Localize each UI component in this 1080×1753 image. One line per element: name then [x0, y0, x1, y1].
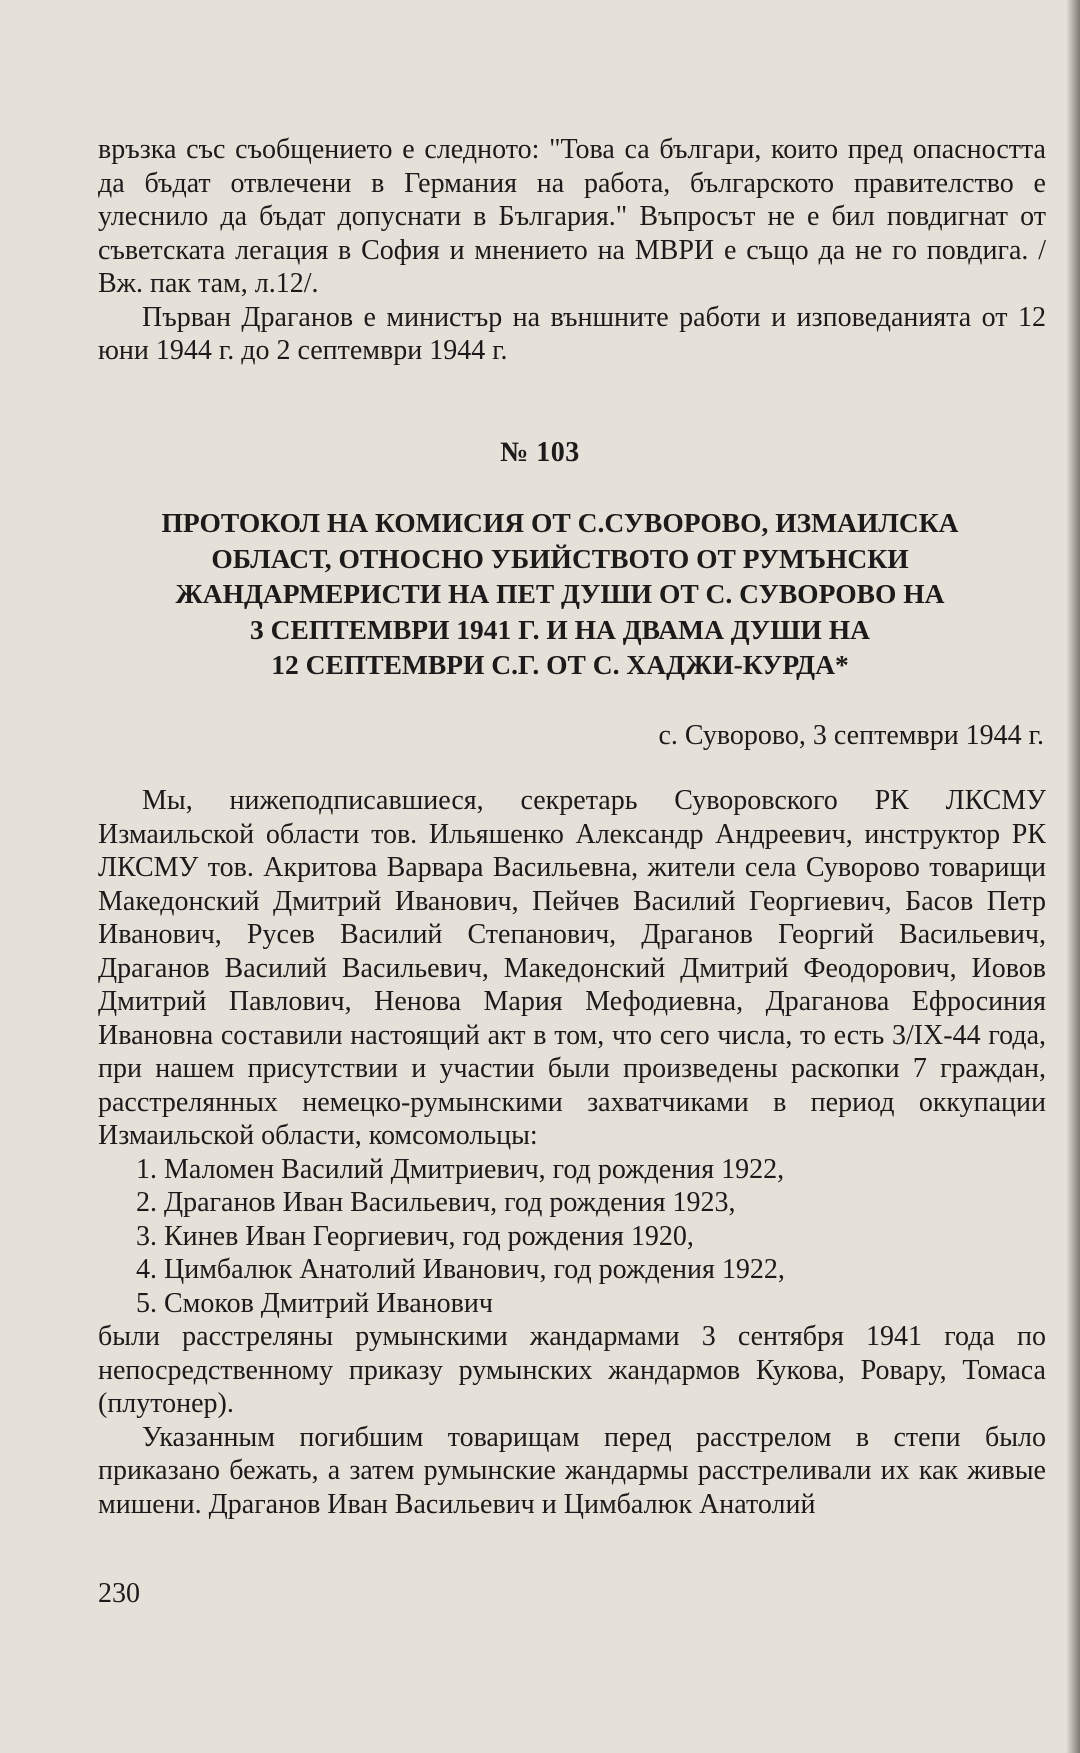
document-title: [110, 505, 1010, 683]
protocol-body: [98, 784, 1046, 1521]
body-paragraph: Мы, нижеподписавшиеся, секретарь Суворовского РК ЛКСМУ Измаильской области тов. Ильяшенко Александр Андреевич, инструктор РК ЛКСМУ тов. Акритова Варвара Васильевна, жители села Суворово товарищи Македонский Дмитрий Иванович, Пейчев Василий Георгиевич, Басов Петр Иванович, Русев Василий Степанович, Драганов Георгий Васильевич, Драганов Василий Васильевич, Македонский Дмитрий Феодорович, Иовов Дмитрий Павлович, Ненова Мария Мефодиевна, Драганова Ефросиния Ивановна составили настоящий акт в том, что сего числа, то есть 3/IX-44 года, при нашем присутствии и участии были произведены раскопки 7 граждан, расстрелянных немецко-румынскими захватчиками в период оккупации Измаильской области, комсомольцы:: [98, 785, 1046, 1151]
intro-section: [98, 133, 1046, 368]
intro-paragraph: връзка със съобщението е следното: "Това са българи, които пред опасността да бъдат отвлечени в Германия на работа, българското правителство е улеснило да бъдат допуснати в България." Въпросът не е бил повдигнат от съветската легация в София и мнението на МВРИ е също да не го повдига. /Вж. пак там, л.12/.: [98, 134, 1046, 299]
body-paragraph: Указанным погибшим товарищам перед расстрелом в степи было приказано бежать, а затем румынские жандармы расстреливали их как живые мишени. Драганов Иван Васильевич и Цимбалюк Анатолий: [98, 1421, 1046, 1520]
list-item: 3. Кинев Иван Георгиевич, год рождения 1920,: [136, 1220, 694, 1252]
page-number: 230: [98, 1578, 140, 1609]
list-item: 2. Драганов Иван Васильевич, год рождения 1923,: [136, 1187, 736, 1218]
document-number: № 103: [500, 437, 580, 468]
victims-list: [98, 1153, 1046, 1321]
title-line: ПРОТОКОЛ НА КОМИСИЯ ОТ С.СУВОРОВО, ИЗМАИЛСКА: [161, 507, 959, 538]
list-item: 4. Цимбалюк Анатолий Иванович, год рождения 1922,: [136, 1254, 785, 1285]
body-paragraph: были расстреляны румынскими жандармами 3 сентября 1941 года по непосредственному приказу румынских жандармов Кукова, Ровару, Томаса (плутонер).: [98, 1321, 1046, 1419]
title-line: 12 СЕПТЕМВРИ С.Г. ОТ С. ХАДЖИ-КУРДА*: [271, 649, 849, 680]
title-line: ОБЛАСТ, ОТНОСНО УБИЙСТВОТО ОТ РУМЪНСКИ: [211, 542, 909, 574]
intro-note-paragraph: Първан Драганов е министър на външните работи и изповеданията от 12 юни 1944 г. до 2 септември 1944 г.: [98, 301, 1046, 366]
place-date: с. Суворово, 3 септември 1944 г.: [658, 720, 1044, 751]
title-line: 3 СЕПТЕМВРИ 1941 Г. И НА ДВАМА ДУШИ НА: [250, 613, 870, 645]
title-line: ЖАНДАРМЕРИСТИ НА ПЕТ ДУШИ ОТ С. СУВОРОВО НА: [175, 578, 945, 609]
page-edge-shadow: [1066, 0, 1080, 1753]
list-item: 1. Маломен Василий Дмитриевич, год рождения 1922,: [136, 1153, 785, 1185]
list-item: 5. Смоков Дмитрий Иванович: [136, 1287, 493, 1319]
